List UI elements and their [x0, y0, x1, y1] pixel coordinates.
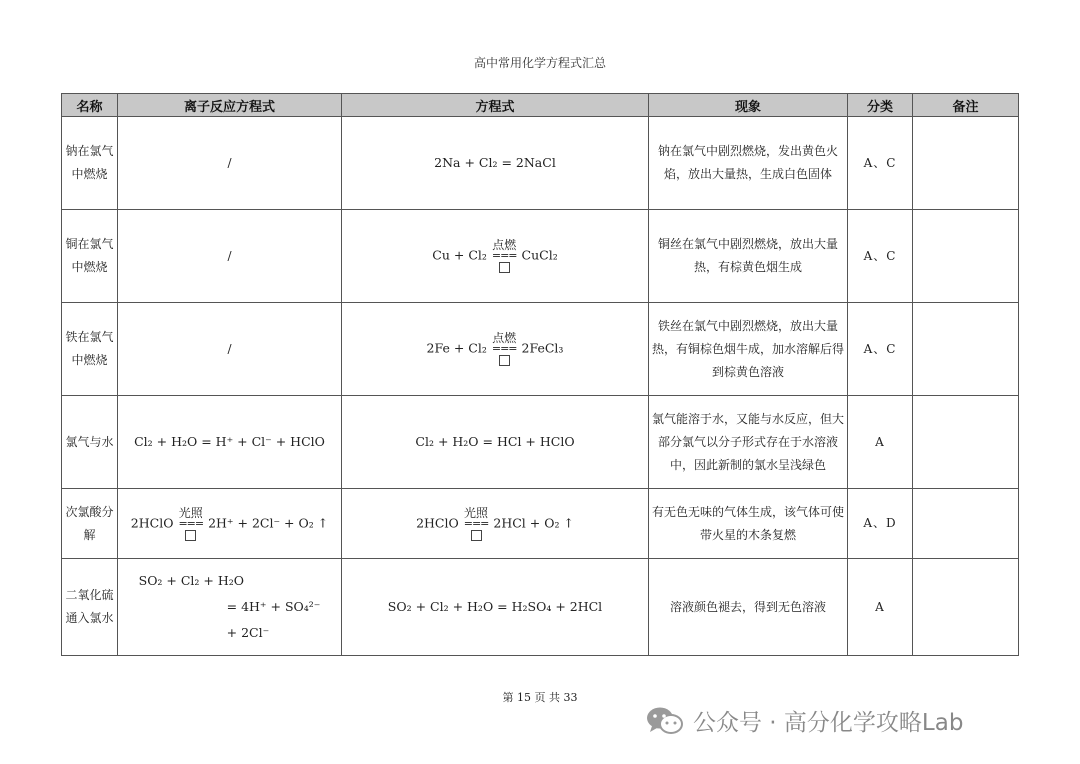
- equation-text: 2Na + Cl₂ = 2NaCl: [434, 155, 556, 170]
- table-row: [62, 559, 1019, 656]
- wechat-icon: [645, 705, 685, 737]
- chemical-equation: [342, 396, 649, 489]
- remark: [913, 210, 1019, 303]
- category: A、D: [848, 489, 913, 559]
- table-row: [62, 210, 1019, 303]
- ionic-text: Cl₂ + H₂O = H⁺ + Cl⁻ + HClO: [134, 434, 325, 449]
- column-header-category: 分类: [848, 94, 913, 117]
- watermark-text: 公众号 · 高分化学攻略Lab: [693, 710, 964, 736]
- equation-right: 2HCl + O₂ ↑: [493, 515, 574, 530]
- category: A、C: [848, 303, 913, 396]
- chemical-equation: [342, 210, 649, 303]
- equals-sign: ===: [463, 516, 489, 530]
- reaction-name: 次氯酸分解: [62, 489, 118, 559]
- condition-label: 光照: [464, 505, 489, 520]
- column-header-ionic: 离子反应方程式: [118, 94, 342, 117]
- reaction-name: 钠在氯气中燃烧: [62, 117, 118, 210]
- chemical-equation: [342, 303, 649, 396]
- column-header-phenomenon: 现象: [649, 94, 848, 117]
- chemical-equation: [342, 117, 649, 210]
- condition-label: 光照: [178, 505, 203, 520]
- ionic-equation: [118, 559, 342, 656]
- column-header-equation: 方程式: [342, 94, 649, 117]
- placeholder-box-icon: [471, 530, 482, 541]
- column-header-name: 名称: [62, 94, 118, 117]
- equation-table: [61, 93, 1019, 656]
- document-title: 高中常用化学方程式汇总: [473, 56, 606, 70]
- equation-text: Cl₂ + H₂O = HCl + HClO: [415, 434, 575, 449]
- category: A: [848, 396, 913, 489]
- table-header-row: [62, 94, 1019, 117]
- reaction-name: 氯气与水: [62, 396, 118, 489]
- equation-left: 2Fe + Cl₂: [426, 340, 487, 356]
- remark: [913, 117, 1019, 210]
- equation-line: = 4H⁺ + SO₄²⁻: [226, 599, 321, 614]
- category: A、C: [848, 117, 913, 210]
- reaction-name: 二氧化硫通入氯水: [62, 559, 118, 656]
- remark: [913, 303, 1019, 396]
- reaction-condition: [464, 507, 489, 541]
- equation-left: Cu + Cl₂: [432, 247, 487, 263]
- table-row: [62, 489, 1019, 559]
- equation-line: + 2Cl⁻: [226, 625, 270, 640]
- watermark: [645, 704, 963, 737]
- equals-sign: ===: [178, 516, 204, 530]
- ionic-equation: [118, 396, 342, 489]
- equals-sign: ===: [491, 249, 517, 262]
- phenomenon: 铁丝在氯气中剧烈燃烧，放出大量热，有铜棕色烟牛成，加水溶解后得到棕黄色溶液: [649, 303, 848, 396]
- condition-label: 点燃: [492, 238, 517, 252]
- table-row: [62, 303, 1019, 396]
- phenomenon: 铜丝在氯气中剧烈燃烧，放出大量热，有棕黄色烟生成: [649, 210, 848, 303]
- chemical-equation: [342, 489, 649, 559]
- ionic-equation: [118, 489, 342, 559]
- reaction-name: 铜在氯气中燃烧: [62, 210, 118, 303]
- column-header-remark: 备注: [913, 94, 1019, 117]
- category: A: [848, 559, 913, 656]
- remark: [913, 559, 1019, 656]
- reaction-condition: [492, 332, 517, 366]
- equation-left: 2HClO: [130, 515, 174, 530]
- placeholder-box-icon: [185, 530, 196, 541]
- phenomenon: 溶液颜色褪去，得到无色溶液: [649, 559, 848, 656]
- equation-right: 2H⁺ + 2Cl⁻ + O₂ ↑: [208, 515, 329, 530]
- equation-right: CuCl₂: [521, 247, 558, 263]
- ionic-text: [139, 568, 321, 646]
- equation-text: SO₂ + Cl₂ + H₂O = H₂SO₄ + 2HCl: [387, 599, 603, 614]
- phenomenon: 钠在氯气中剧烈燃烧，发出黄色火焰，放出大量热，生成白色固体: [649, 117, 848, 210]
- category: A、C: [848, 210, 913, 303]
- placeholder-box-icon: [499, 355, 510, 366]
- ionic-equation: /: [118, 117, 342, 210]
- table-row: [62, 396, 1019, 489]
- equation-left: 2HClO: [416, 515, 459, 530]
- ionic-text: [131, 507, 328, 541]
- ionic-equation: /: [118, 303, 342, 396]
- equals-sign: ===: [491, 342, 517, 355]
- remark: [913, 396, 1019, 489]
- reaction-name: 铁在氯气中燃烧: [62, 303, 118, 396]
- table-row: [62, 117, 1019, 210]
- ionic-equation: /: [118, 210, 342, 303]
- chemical-equation: [342, 559, 649, 656]
- remark: [913, 489, 1019, 559]
- equation-text: [416, 507, 574, 541]
- placeholder-box-icon: [499, 262, 510, 273]
- condition-label: 点燃: [492, 331, 517, 345]
- reaction-condition: [492, 239, 517, 273]
- reaction-condition: [178, 507, 203, 541]
- phenomenon: 氯气能溶于水，又能与水反应，但大部分氯气以分子形式存在于水溶液中，因此新制的氯水呈浅绿色: [649, 396, 848, 489]
- phenomenon: 有无色无味的气体生成，该气体可使带火星的木条复燃: [649, 489, 848, 559]
- page-number: 第 15 页 共 33: [502, 691, 578, 704]
- equation-text: [432, 239, 557, 273]
- equation-right: 2FeCl₃: [521, 340, 564, 356]
- equation-text: [427, 332, 564, 366]
- equation-line: SO₂ + Cl₂ + H₂O: [138, 573, 245, 588]
